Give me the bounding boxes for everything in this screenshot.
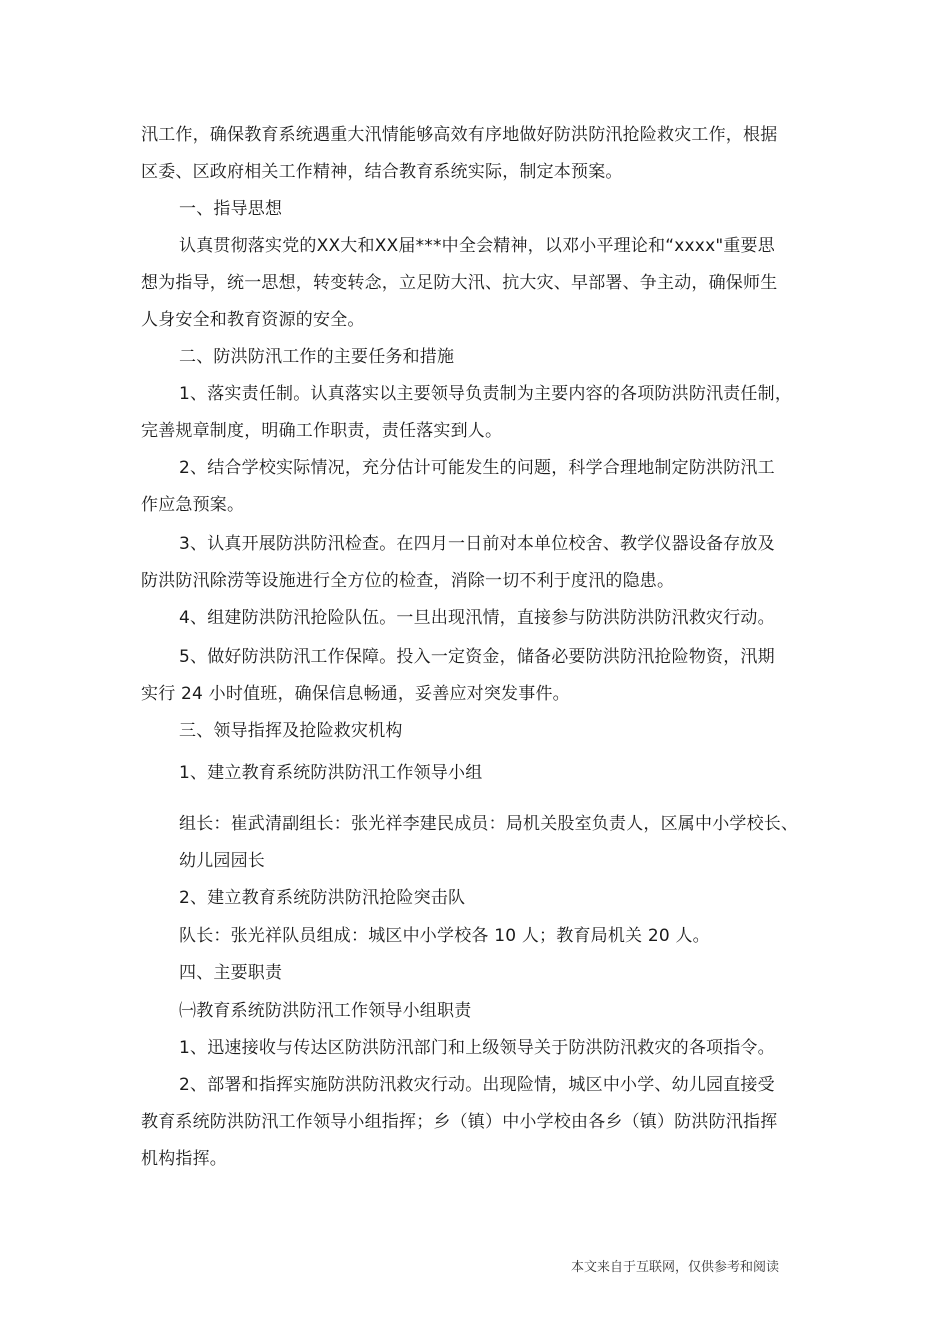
footer-note: 本文来自于互联网，仅供参考和阅读 bbox=[571, 1260, 780, 1275]
section-heading: 三、领导指挥及抢险救灾机构 bbox=[179, 721, 403, 741]
text-line: 教育系统防洪防汛工作领导小组指挥；乡（镇）中小学校由各乡（镇）防洪防汛指挥 bbox=[141, 1112, 778, 1132]
text-line: 队长：张光祥队员组成：城区中小学校各 10 人；教育局机关 20 人。 bbox=[179, 926, 710, 946]
text-line: 4、组建防洪防汛抢险队伍。一旦出现汛情，直接参与防洪防洪防汛救灾行动。 bbox=[179, 608, 775, 628]
text-line: 5、做好防洪防汛工作保障。投入一定资金，储备必要防洪防汛抢险物资，汛期 bbox=[179, 647, 775, 667]
text-line: 1、落实责任制。认真落实以主要领导负责制为主要内容的各项防洪防汛责任制， bbox=[179, 384, 793, 404]
section-heading: 一、指导思想 bbox=[179, 199, 283, 219]
text-line: 1、建立教育系统防洪防汛工作领导小组 bbox=[179, 763, 483, 783]
text-line: 2、建立教育系统防洪防汛抢险突击队 bbox=[179, 888, 466, 908]
text-line: 实行 24 小时值班，确保信息畅通，妥善应对突发事件。 bbox=[141, 684, 570, 704]
text-line: 1、迅速接收与传达区防洪防汛部门和上级领导关于防洪防汛救灾的各项指令。 bbox=[179, 1038, 775, 1058]
text-line: 防洪防汛除涝等设施进行全方位的检查，消除一切不利于度汛的隐患。 bbox=[141, 571, 675, 591]
text-line: 机构指挥。 bbox=[141, 1149, 227, 1169]
text-line: 想为指导，统一思想，转变转念，立足防大汛、抗大灾、早部署、争主动，确保师生 bbox=[141, 273, 778, 293]
section-heading: 四、主要职责 bbox=[179, 963, 283, 983]
text-line: 人身安全和教育资源的安全。 bbox=[141, 310, 365, 330]
text-line: 幼儿园园长 bbox=[179, 851, 265, 871]
subsection-heading: ㈠教育系统防洪防汛工作领导小组职责 bbox=[179, 1001, 472, 1021]
text-line: 认真贯彻落实党的XX大和XX届***中全会精神，以邓小平理论和“xxxx"重要思 bbox=[179, 236, 775, 256]
text-line: 组长：崔武清副组长：张光祥李建民成员：局机关股室负责人，区属中小学校长、 bbox=[179, 814, 799, 834]
text-line: 汛工作，确保教育系统遇重大汛情能够高效有序地做好防洪防汛抢险救灾工作，根据 bbox=[141, 125, 778, 145]
text-line: 3、认真开展防洪防汛检查。在四月一日前对本单位校舍、教学仪器设备存放及 bbox=[179, 534, 775, 554]
text-line: 作应急预案。 bbox=[141, 495, 245, 515]
text-line: 2、结合学校实际情况，充分估计可能发生的问题，科学合理地制定防洪防汛工 bbox=[179, 458, 775, 478]
text-line: 区委、区政府相关工作精神，结合教育系统实际，制定本预案。 bbox=[141, 162, 623, 182]
text-line: 完善规章制度，明确工作职责，责任落实到人。 bbox=[141, 421, 503, 441]
section-heading: 二、防洪防汛工作的主要任务和措施 bbox=[179, 347, 455, 367]
text-line: 2、部署和指挥实施防洪防汛救灾行动。出现险情，城区中小学、幼儿园直接受 bbox=[179, 1075, 775, 1095]
